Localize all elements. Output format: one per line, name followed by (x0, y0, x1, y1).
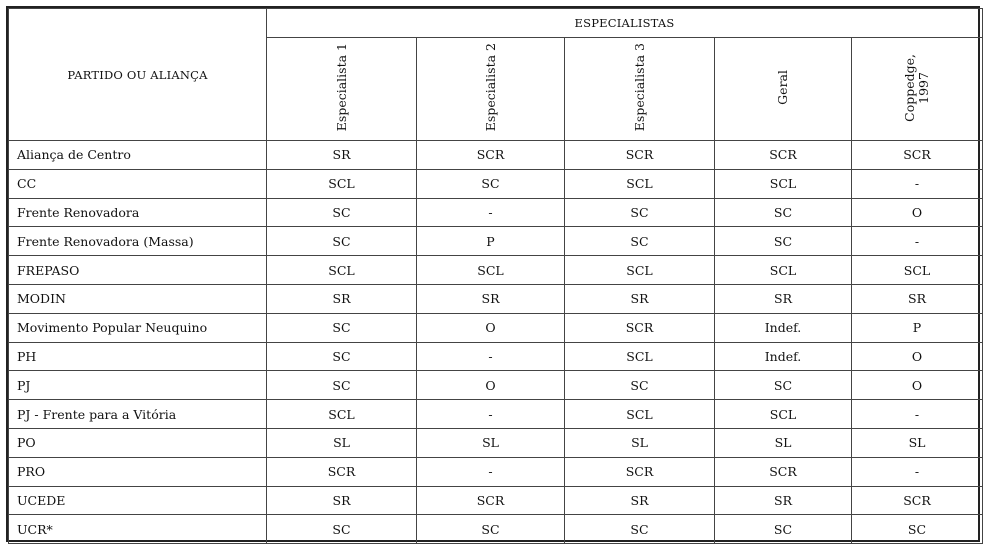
party-column-header: PARTIDO OU ALIANÇA (9, 9, 267, 141)
classification-cell: - (852, 400, 983, 429)
classification-cell: - (417, 342, 565, 371)
classification-cell: SL (852, 428, 983, 457)
party-name-cell: Frente Renovadora (Massa) (9, 227, 267, 256)
classification-cell: SL (417, 428, 565, 457)
column-header-line-1: Especialista 2 (482, 43, 498, 132)
header-row-group (9, 9, 983, 38)
table-row (9, 457, 983, 486)
classification-cell: SL (267, 428, 417, 457)
party-name-cell: FREPASO (9, 256, 267, 285)
column-header-line-1: Geral (775, 70, 790, 105)
party-name-cell: Movimento Popular Neuquino (9, 313, 267, 342)
party-name-cell: UCEDE (9, 486, 267, 515)
classification-cell: SR (267, 141, 417, 170)
classification-cell: SCL (715, 169, 852, 198)
table-frame (6, 6, 980, 542)
classification-cell: SC (417, 515, 565, 544)
classification-cell: - (417, 198, 565, 227)
classification-cell: SCL (565, 169, 715, 198)
column-header-line-2: 1997 (916, 71, 931, 104)
classification-cell: SCL (267, 169, 417, 198)
specialists-group-header: ESPECIALISTAS (267, 9, 983, 38)
classification-cell: SC (417, 169, 565, 198)
classification-cell: SR (565, 486, 715, 515)
classification-cell: SCL (852, 256, 983, 285)
classification-cell: O (852, 371, 983, 400)
classification-table (8, 8, 983, 544)
classification-cell: SC (267, 313, 417, 342)
table-row (9, 515, 983, 544)
classification-cell: SC (267, 371, 417, 400)
column-header-label (484, 43, 498, 131)
classification-cell: SC (267, 342, 417, 371)
classification-cell: SR (267, 284, 417, 313)
table-row (9, 342, 983, 371)
classification-cell: SC (565, 198, 715, 227)
classification-cell: SC (715, 227, 852, 256)
table-row (9, 198, 983, 227)
classification-cell: SCL (565, 342, 715, 371)
classification-cell: SR (715, 284, 852, 313)
classification-cell: SL (565, 428, 715, 457)
classification-cell: SCR (565, 457, 715, 486)
classification-cell: SCL (267, 400, 417, 429)
classification-cell: SC (267, 515, 417, 544)
column-header (417, 38, 565, 141)
classification-cell: SC (715, 515, 852, 544)
table-row (9, 486, 983, 515)
table-header (9, 9, 983, 141)
classification-cell: O (852, 198, 983, 227)
classification-cell: SCL (715, 400, 852, 429)
column-header (715, 38, 852, 141)
classification-cell: SCR (715, 141, 852, 170)
column-header (852, 38, 983, 141)
column-header-line-1: Coppedge, (902, 53, 917, 122)
classification-cell: P (852, 313, 983, 342)
classification-cell: SCL (417, 256, 565, 285)
classification-cell: SC (852, 515, 983, 544)
classification-cell: SR (267, 486, 417, 515)
table-body (9, 141, 983, 544)
classification-cell: P (417, 227, 565, 256)
column-header-label (633, 43, 647, 131)
party-name-cell: Frente Renovadora (9, 198, 267, 227)
column-header-line-1: Especialista 1 (333, 43, 349, 132)
table-row (9, 169, 983, 198)
party-name-cell: PRO (9, 457, 267, 486)
classification-cell: SCR (417, 486, 565, 515)
classification-cell: - (417, 457, 565, 486)
classification-cell: Indef. (715, 313, 852, 342)
classification-cell: SR (715, 486, 852, 515)
classification-cell: SC (715, 371, 852, 400)
classification-cell: O (852, 342, 983, 371)
table-row (9, 371, 983, 400)
classification-cell: SC (565, 227, 715, 256)
classification-cell: SC (565, 515, 715, 544)
party-name-cell: Aliança de Centro (9, 141, 267, 170)
column-header-label (776, 70, 790, 105)
table-row (9, 141, 983, 170)
table-row (9, 256, 983, 285)
classification-cell: SCR (715, 457, 852, 486)
table-row (9, 428, 983, 457)
party-name-cell: PJ (9, 371, 267, 400)
classification-cell: SR (852, 284, 983, 313)
column-header-line-1: Especialista 3 (631, 43, 647, 132)
party-name-cell: PO (9, 428, 267, 457)
party-name-cell: UCR* (9, 515, 267, 544)
classification-cell: SCR (565, 313, 715, 342)
classification-cell: SCR (852, 141, 983, 170)
classification-cell: SCR (417, 141, 565, 170)
table-row (9, 400, 983, 429)
classification-cell: O (417, 371, 565, 400)
party-name-cell: CC (9, 169, 267, 198)
classification-cell: - (417, 400, 565, 429)
classification-cell: SCL (565, 400, 715, 429)
table-row (9, 284, 983, 313)
classification-cell: - (852, 227, 983, 256)
column-header-label (903, 54, 931, 122)
column-header-label (335, 43, 349, 131)
party-name-cell: PJ - Frente para a Vitória (9, 400, 267, 429)
table-row (9, 227, 983, 256)
classification-cell: - (852, 457, 983, 486)
classification-cell: SR (565, 284, 715, 313)
classification-cell: SCR (267, 457, 417, 486)
classification-cell: SCL (715, 256, 852, 285)
column-header (565, 38, 715, 141)
classification-cell: SL (715, 428, 852, 457)
table-row (9, 313, 983, 342)
classification-cell: SC (565, 371, 715, 400)
party-name-cell: PH (9, 342, 267, 371)
classification-cell: SCL (267, 256, 417, 285)
classification-cell: SC (267, 198, 417, 227)
classification-cell: Indef. (715, 342, 852, 371)
classification-cell: O (417, 313, 565, 342)
column-header (267, 38, 417, 141)
classification-cell: SC (715, 198, 852, 227)
classification-cell: SCR (565, 141, 715, 170)
classification-cell: - (852, 169, 983, 198)
classification-cell: SCL (565, 256, 715, 285)
party-name-cell: MODIN (9, 284, 267, 313)
classification-cell: SC (267, 227, 417, 256)
classification-cell: SCR (852, 486, 983, 515)
classification-cell: SR (417, 284, 565, 313)
